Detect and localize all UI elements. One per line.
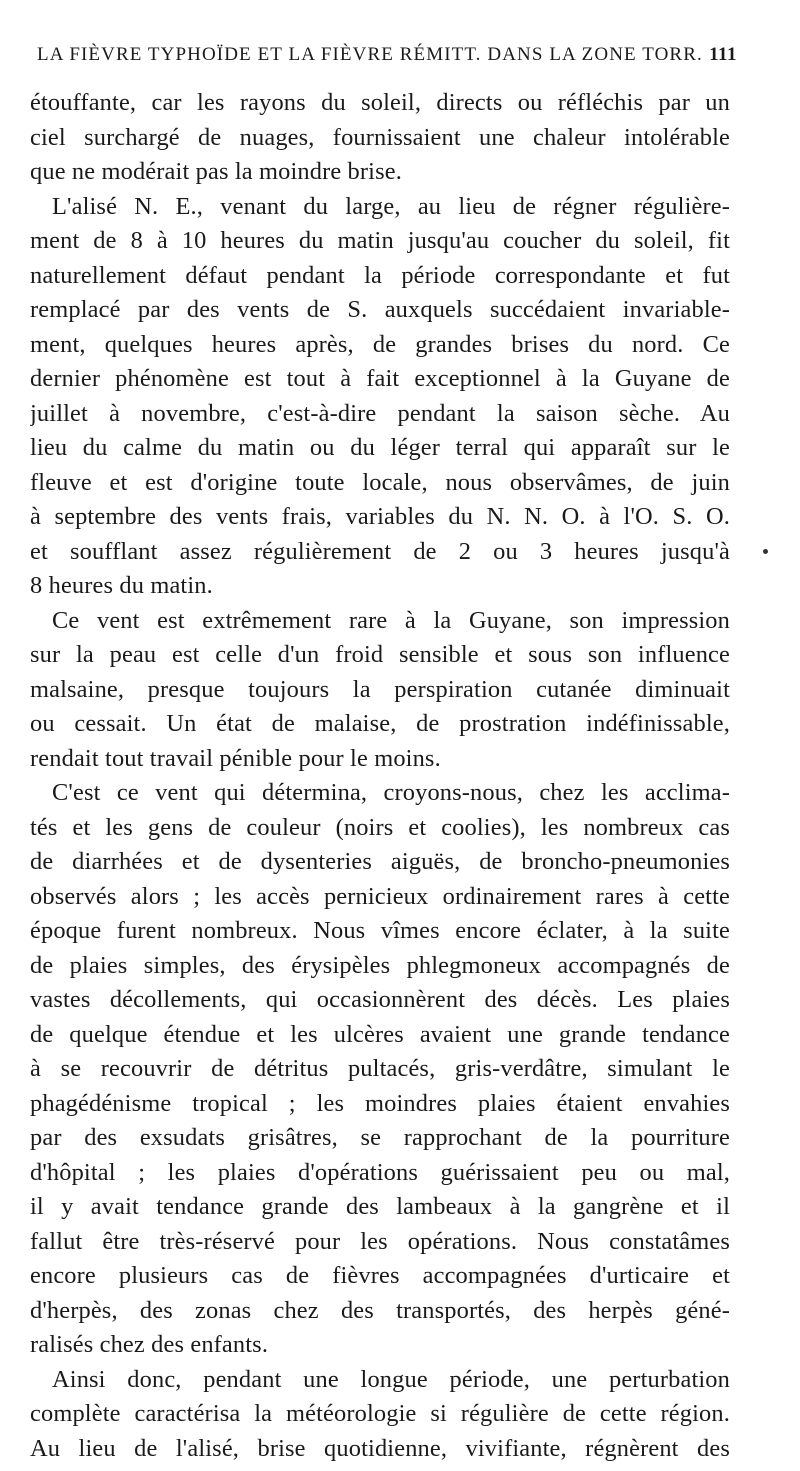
text-line: que ne modérait pas la moindre brise. bbox=[30, 158, 402, 185]
running-title: LA FIÈVRE TYPHOÏDE ET LA FIÈVRE RÉMITT. DANS LA ZONE TORR. bbox=[37, 44, 703, 65]
text-line: observés alors ; les accès pernicieux ordinairement rares à cette bbox=[30, 882, 730, 910]
text-line: de plaies simples, des érysipèles phlegmoneux accompagnés de bbox=[30, 951, 730, 979]
text-line: complète caractérisa la météorologie si régulière de cette région. bbox=[30, 1400, 730, 1427]
text-line: C'est ce vent qui détermina, croyons-nous, chez les acclima- bbox=[52, 779, 730, 806]
text-line: par des exsudats grisâtres, se rapprochant de la pourriture bbox=[30, 1124, 730, 1151]
text-line: fallut être très-réservé pour les opérations. Nous constatâmes bbox=[30, 1227, 730, 1255]
text-line: juillet à novembre, c'est-à-dire pendant la saison sèche. Au bbox=[30, 399, 730, 427]
text-line: étouffante, car les rayons du soleil, directs ou réfléchis par un bbox=[30, 89, 730, 116]
text-line: à septembre des vents frais, variables du N. N. O. à l'O. S. O. bbox=[30, 503, 730, 530]
text-line: fleuve et est d'origine toute locale, nous observâmes, de juin bbox=[30, 468, 730, 496]
text-line: remplacé par des vents de S. auxquels succédaient invariable- bbox=[30, 296, 730, 323]
text-line: et soufflant assez régulièrement de 2 ou 3 heures jusqu'à bbox=[30, 537, 730, 565]
text-line: Ainsi donc, pendant une longue période, une perturbation bbox=[52, 1365, 730, 1393]
margin-speck bbox=[763, 549, 768, 554]
text-line: dernier phénomène est tout à fait exceptionnel à la Guyane de bbox=[30, 365, 730, 392]
text-line: à se recouvrir de détritus pultacés, gris-verdâtre, simulant le bbox=[30, 1055, 730, 1082]
running-header bbox=[37, 44, 737, 66]
text-line: 8 heures du matin. bbox=[30, 572, 213, 599]
text-line: sur la peau est celle d'un froid sensible et sous son influence bbox=[30, 641, 730, 668]
page-number: 111 bbox=[709, 44, 737, 65]
text-line: époque furent nombreux. Nous vîmes encore éclater, à la suite bbox=[30, 917, 730, 944]
text-line: de diarrhées et de dysenteries aiguës, de broncho-pneumonies bbox=[30, 848, 730, 875]
text-line: ou cessait. Un état de malaise, de prostration indéfinissable, bbox=[30, 710, 730, 737]
text-line: lieu du calme du matin ou du léger terral qui apparaît sur le bbox=[30, 434, 730, 461]
text-line: ciel surchargé de nuages, fournissaient une chaleur intolérable bbox=[30, 123, 730, 151]
text-line: naturellement défaut pendant la période correspondante et fut bbox=[30, 261, 730, 289]
text-line: ment, quelques heures après, de grandes brises du nord. Ce bbox=[30, 330, 730, 358]
text-line: vastes décollements, qui occasionnèrent des décès. Les plaies bbox=[30, 986, 730, 1013]
text-line: L'alisé N. E., venant du large, au lieu de régner régulière- bbox=[52, 192, 730, 220]
text-line: ment de 8 à 10 heures du matin jusqu'au coucher du soleil, fit bbox=[30, 227, 730, 254]
text-line: d'herpès, des zonas chez des transportés, des herpès géné- bbox=[30, 1296, 730, 1324]
text-line: de quelque étendue et les ulcères avaient une grande tendance bbox=[30, 1020, 730, 1048]
text-line: d'hôpital ; les plaies d'opérations guérissaient peu ou mal, bbox=[30, 1158, 730, 1186]
text-line: rendait tout travail pénible pour le moins. bbox=[30, 744, 441, 772]
text-line: Au lieu de l'alisé, brise quotidienne, vivifiante, régnèrent des bbox=[30, 1434, 730, 1462]
text-line: Ce vent est extrêmement rare à la Guyane, son impression bbox=[52, 606, 730, 634]
text-line: ralisés chez des enfants. bbox=[30, 1331, 269, 1358]
text-line: encore plusieurs cas de fièvres accompagnées d'urticaire et bbox=[30, 1262, 730, 1289]
text-line: malsaine, presque toujours la perspiration cutanée diminuait bbox=[30, 675, 730, 703]
text-line: il y avait tendance grande des lambeaux à la gangrène et il bbox=[30, 1193, 730, 1220]
body-text bbox=[30, 86, 730, 1466]
text-line: tés et les gens de couleur (noirs et coolies), les nombreux cas bbox=[30, 813, 730, 841]
text-line: phagédénisme tropical ; les moindres plaies étaient envahies bbox=[30, 1089, 730, 1117]
